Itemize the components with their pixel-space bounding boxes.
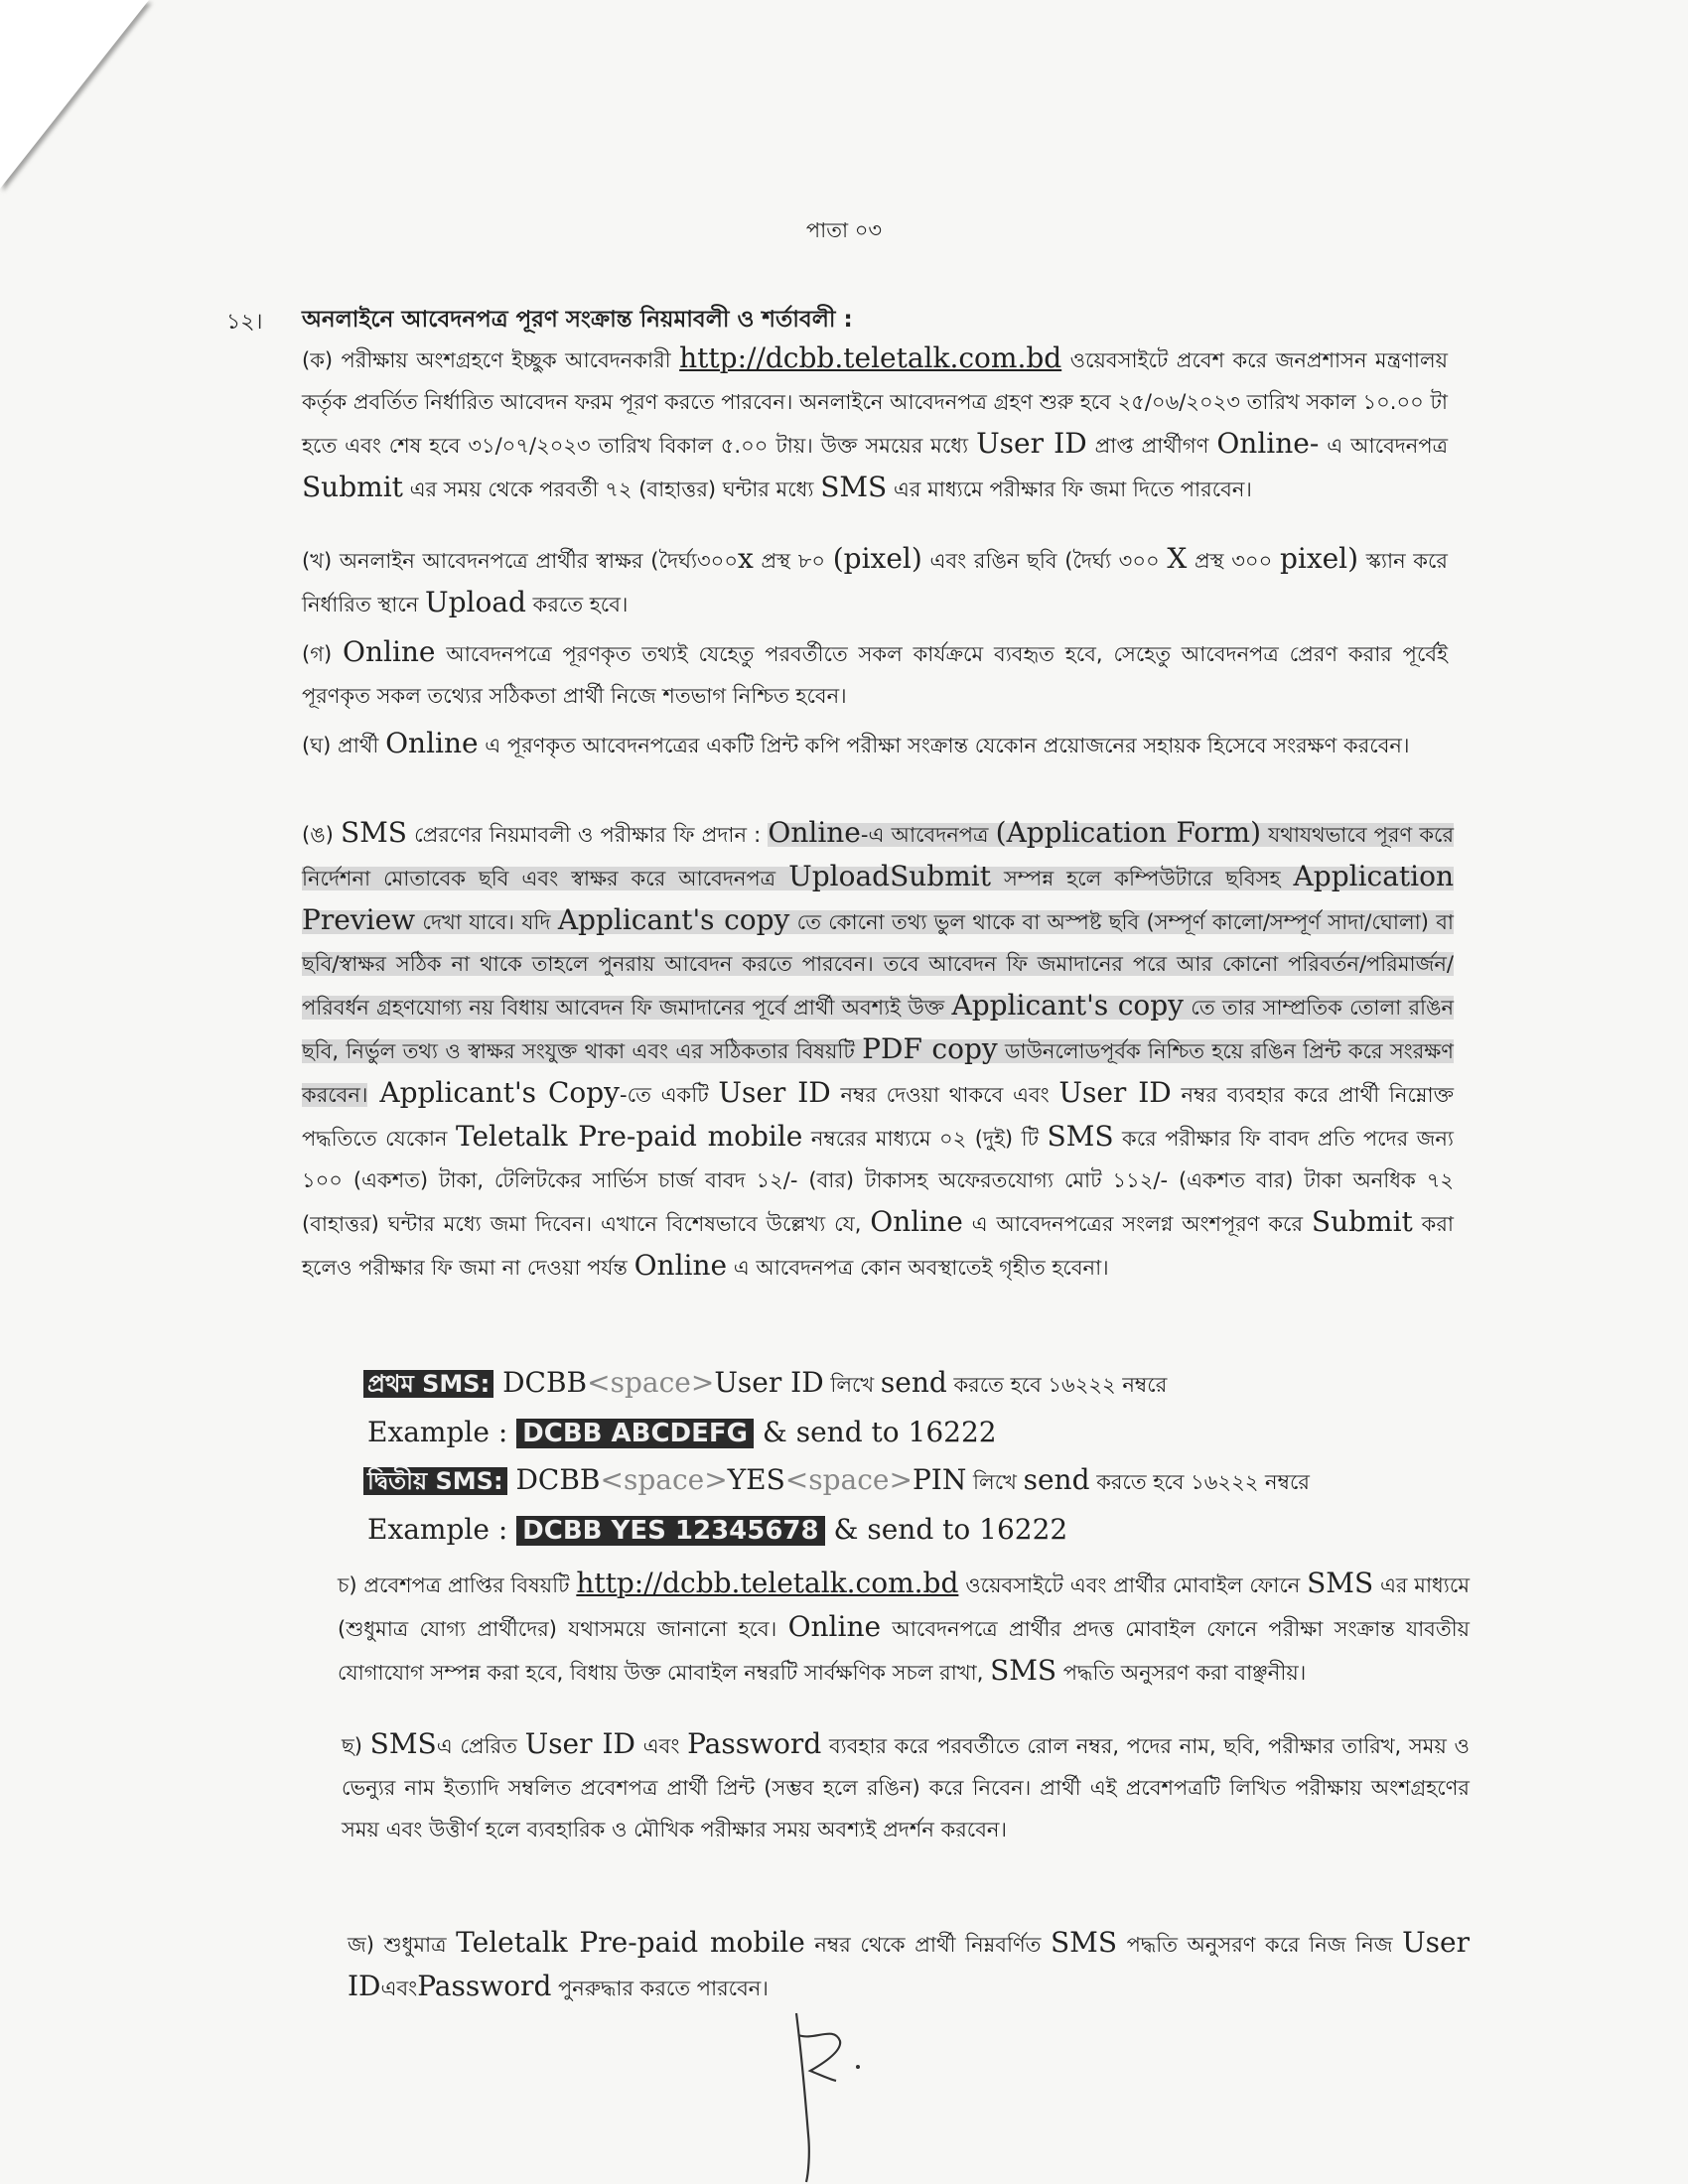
paragraph-ka: (ক) পরীক্ষায় অংশগ্রহণে ইচ্ছুক আবেদনকারী http://dcbb.teletalk.com.bd ওয়েবসাইটে প্রবেশ করে জনপ্রশাসন মন্ত্রণালয় কর্তৃক প্রবর্তিত নির্ধারিত আবেদন ফরম পূরণ করতে পারবেন। অনলাইনে আবেদনপত্র গ্রহণ শুরু হবে ২৫/০৬/২০২৩ তারিখ সকাল ১০.০০ টা হতে এবং শেষ হবে ৩১/০৭/২০২৩ তারিখ বিকাল ৫.০০ টায়। উক্ত সময়ের মধ্যে User ID প্রাপ্ত প্রার্থীগণ Online- এ আবেদনপত্র Submit এর সময় থেকে পরবর্তী ৭২ (বাহাত্তর) ঘন্টার মধ্যে SMS এর মাধ্যমে পরীক্ষার ফি জমা দিতে পারবেন। <box>302 341 1449 503</box>
second-sms-instruction: দ্বিতীয় SMS: DCBB<space>YES<space>PIN লিখে send করতে হবে ১৬২২২ নম্বরে <box>363 1463 1310 1503</box>
first-sms-tag: প্রথম SMS: <box>363 1370 493 1398</box>
paragraph-ja: জ) শুধুমাত্র Teletalk Pre-paid mobile নম্বর থেকে প্রার্থী নিম্নবর্ণিত SMS পদ্ধতি অনুসরণ করে নিজ নিজ User IDএবংPassword পুনরুদ্ধার করতে পারবেন। <box>348 1926 1470 2002</box>
paragraph-chha: ছ) SMSএ প্রেরিত User ID এবং Password ব্যবহার করে পরবর্তীতে রোল নম্বর, পদের নাম, ছবি, পরীক্ষার তারিখ, সময় ও ভেন্যুর নাম ইত্যাদি সম্বলিত প্রবেশপত্র প্রার্থী প্রিন্ট (সম্ভব হলে রঙিন) করে নিবেন। প্রার্থী এই প্রবেশপত্রটি লিখিত পরীক্ষায় অংশগ্রহণের সময় এবং উত্তীর্ণ হলে ব্যবহারিক ও মৌখিক পরীক্ষার সময় অবশ্যই প্রদর্শন করবেন। <box>342 1727 1470 1842</box>
section-number: ১২। <box>226 310 263 335</box>
second-sms-example: Example : DCBB YES 12345678 & send to 16222 <box>367 1513 1068 1546</box>
paragraph-gha: (ঘ) প্রার্থী Online এ পূরণকৃত আবেদনপত্রের একটি প্রিন্ট কপি পরীক্ষা সংক্রান্ত যেকোন প্রয়োজনের সহায়ক হিসেবে সংরক্ষণ করবেন। <box>302 727 1410 759</box>
first-sms-example: Example : DCBB ABCDEFG & send to 16222 <box>367 1416 997 1448</box>
first-sms-instruction: প্রথম SMS: DCBB<space>User ID লিখে send করতে হবে ১৬২২২ নম্বরে <box>363 1366 1167 1406</box>
page-number: পাতা ০৩ <box>805 218 883 242</box>
second-sms-tag: দ্বিতীয় SMS: <box>363 1467 507 1495</box>
section-heading: অনলাইনে আবেদনপত্র পূরণ সংক্রান্ত নিয়মাবলী ও শর্তাবলী : <box>302 307 853 333</box>
example-code-1: DCBB ABCDEFG <box>516 1419 754 1448</box>
paragraph-kha: (খ) অনলাইন আবেদনপত্রে প্রার্থীর স্বাক্ষর (দৈর্ঘ্য৩০০x প্রস্থ ৮০ (pixel) এবং রঙিন ছবি (দৈর্ঘ্য ৩০০ X প্রস্থ ৩০০ pixel) স্ক্যান করে নির্ধারিত স্থানে Upload করতে হবে। <box>302 542 1448 618</box>
signature-mark <box>774 2005 894 2184</box>
paragraph-ga: (গ) Online আবেদনপত্রে পূরণকৃত তথ্যই যেহেতু পরবর্তীতে সকল কার্যক্রমে ব্যবহৃত হবে, সেহেতু আবেদনপত্র প্রেরণ করার পূর্বেই পূরণকৃত সকল তথ্যের সঠিকতা প্রার্থী নিজে শতভাগ নিশ্চিত হবেন। <box>302 635 1448 708</box>
paragraph-uma: (ঙ) SMS প্রেরণের নিয়মাবলী ও পরীক্ষার ফি প্রদান : Online-এ আবেদনপত্র (Application Form) যথাযথভাবে পূরণ করে নির্দেশনা মোতাবেক ছবি এবং স্বাক্ষর করে আবেদনপত্র UploadSubmit সম্পন্ন হলে কম্পিউটারে ছবিসহ Application Preview দেখা যাবে। যদি Applicant's copy তে কোনো তথ্য ভুল থাকে বা অস্পষ্ট ছবি (সম্পূর্ণ কালো/সম্পূর্ণ সাদা/ঘোলা) বা ছবি/স্বাক্ষর সঠিক না থাকে তাহলে পুনরায় আবেদন করতে পারবেন। তবে আবেদন ফি জমাদানের পরে আর কোনো পরিবর্তন/পরিমার্জন/পরিবর্ধন গ্রহণযোগ্য নয় বিধায় আবেদন ফি জমাদানের পূর্বে প্রার্থী অবশ্যই উক্ত Applicant's copy তে তার সাম্প্রতিক তোলা রঙিন ছবি, নির্ভুল তথ্য ও স্বাক্ষর সংযুক্ত থাকা এবং এর সঠিকতার বিষয়টি PDF copy ডাউনলোডপূর্বক নিশ্চিত হয়ে রঙিন প্রিন্ট করে সংরক্ষণ করবেন। Applicant's Copy-তে একটি User ID নম্বর দেওয়া থাকবে এবং User ID নম্বর ব্যবহার করে প্রার্থী নিম্নোক্ত পদ্ধতিতে যেকোন Teletalk Pre-paid mobile নম্বরের মাধ্যমে ০২ (দুই) টি SMS করে পরীক্ষার ফি বাবদ প্রতি পদের জন্য ১০০ (একশত) টাকা, টেলিটকের সার্ভিস চার্জ বাবদ ১২/- (বার) টাকাসহ অফেরতযোগ্য মোট ১১২/- (একশত বার) টাকা অনধিক ৭২ (বাহাত্তর) ঘন্টার মধ্যে জমা দিবেন। এখানে বিশেষভাবে উল্লেখ্য যে, Online এ আবেদনপত্রের সংলগ্ন অংশপূরণ করে Submit করা হলেও পরীক্ষার ফি জমা না দেওয়া পর্যন্ত Online এ আবেদনপত্র কোন অবস্থাতেই গৃহীত হবেনা। <box>302 816 1455 1282</box>
paragraph-cha: চ) প্রবেশপত্র প্রাপ্তির বিষয়টি http://dcbb.teletalk.com.bd ওয়েবসাইটে এবং প্রার্থীর মোবাইল ফোনে SMS এর মাধ্যমে (শুধুমাত্র যোগ্য প্রার্থীদের) যথাসময়ে জানানো হবে। Online আবেদনপত্রে প্রার্থীর প্রদত্ত মোবাইল ফোনে পরীক্ষা সংক্রান্ত যাবতীয় যোগাযোগ সম্পন্ন করা হবে, বিধায় উক্ত মোবাইল নম্বরটি সার্বক্ষণিক সচল রাখা, SMS পদ্ধতি অনুসরণ করা বাঞ্ছনীয়। <box>338 1567 1470 1687</box>
website-link[interactable]: http://dcbb.teletalk.com.bd <box>679 341 1062 374</box>
website-link-2[interactable]: http://dcbb.teletalk.com.bd <box>576 1567 959 1599</box>
page-fold-corner <box>0 0 149 189</box>
example-code-2: DCBB YES 12345678 <box>516 1516 824 1546</box>
